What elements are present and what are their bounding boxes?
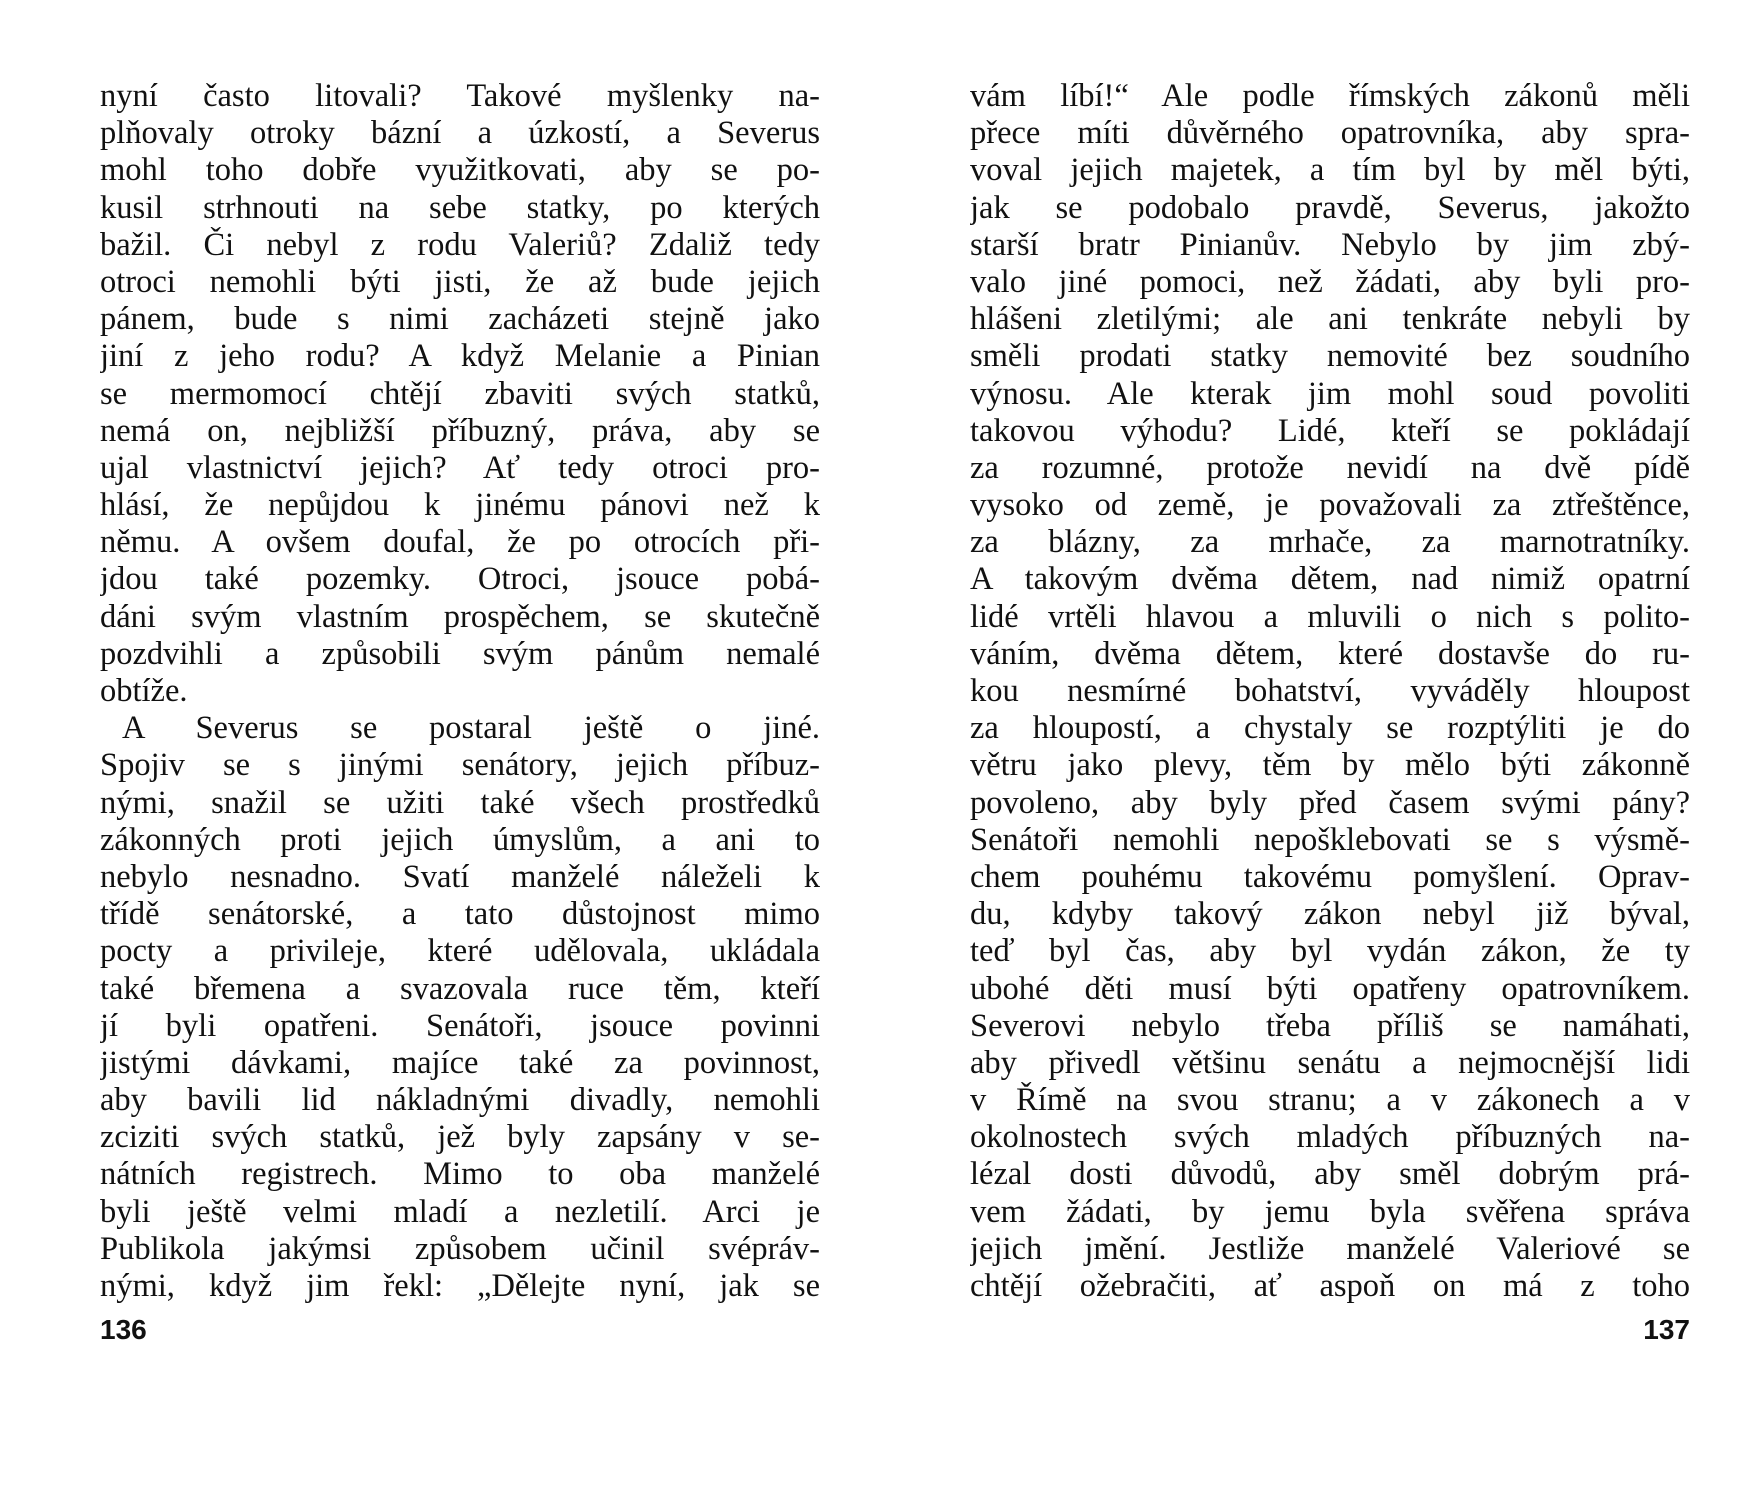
- text-line: obtíže.: [100, 673, 188, 709]
- text-line: za hloupostí, a chystaly se rozptýliti je do: [970, 710, 1690, 747]
- text-line: nemá on, nejbližší příbuzný, práva, aby se: [100, 412, 820, 449]
- text-line: kusil strhnouti na sebe statky, po kterých: [100, 189, 820, 226]
- text-line: jejich jmění. Jestliže manželé Valeriové se: [970, 1230, 1690, 1267]
- text-line: za rozumné, protože nevidí na dvě pídě: [970, 449, 1690, 486]
- text-line: ubohé děti musí býti opatřeny opatrovníkem.: [970, 970, 1690, 1007]
- right-page-text: [970, 78, 1690, 1305]
- text-line: du, kdyby takový zákon nebyl již býval,: [970, 896, 1690, 933]
- text-line: jiní z jeho rodu? A když Melanie a Pinian: [100, 338, 820, 375]
- text-line: Publikola jakýmsi způsobem učinil svépráv-: [100, 1230, 820, 1267]
- text-line: povoleno, aby byly před časem svými pány?: [970, 784, 1690, 821]
- text-line: A Severus se postaral ještě o jiné.: [122, 710, 820, 747]
- text-line: zciziti svých statků, jež byly zapsány v se-: [100, 1119, 820, 1156]
- text-line: výnosu. Ale kterak jim mohl soud povoliti: [970, 375, 1690, 412]
- text-line: směli prodati statky nemovité bez soudního: [970, 338, 1690, 375]
- text-line: otroci nemohli býti jisti, že až bude jejich: [100, 263, 820, 300]
- text-line: starší bratr Pinianův. Nebylo by jim zbý-: [970, 226, 1690, 263]
- text-line: byli ještě velmi mladí a nezletilí. Arci je: [100, 1193, 820, 1230]
- text-line: se mermomocí chtějí zbaviti svých statků,: [100, 375, 820, 412]
- text-line: vysoko od země, je považovali za ztřeštěnce,: [970, 487, 1690, 524]
- text-line: vám líbí!“ Ale podle římských zákonů měli: [970, 78, 1690, 114]
- text-line: Spojiv se s jinými senátory, jejich příbuz-: [100, 747, 820, 784]
- text-line: plňovaly otroky bázní a úzkostí, a Severus: [100, 115, 820, 152]
- text-line: pozdvihli a způsobili svým pánům nemalé: [100, 635, 820, 672]
- text-line: nebylo nesnadno. Svatí manželé náleželi k: [100, 858, 820, 895]
- text-line: aby přivedl většinu senátu a nejmocnější lidi: [970, 1044, 1690, 1081]
- text-line: voval jejich majetek, a tím byl by měl býti,: [970, 152, 1690, 189]
- text-line: chem pouhému takovému pomyšlení. Oprav-: [970, 858, 1690, 895]
- text-line: valo jiné pomoci, než žádati, aby byli pro-: [970, 263, 1690, 300]
- text-line: za blázny, za mrhače, za marnotratníky.: [970, 524, 1690, 561]
- text-line: němu. A ovšem doufal, že po otrocích při-: [100, 524, 820, 561]
- text-line: dáni svým vlastním prospěchem, se skutečně: [100, 598, 820, 635]
- text-line: přece míti důvěrného opatrovníka, aby spra-: [970, 115, 1690, 152]
- text-line: nátních registrech. Mimo to oba manželé: [100, 1156, 820, 1193]
- text-line: teď byl čas, aby byl vydán zákon, že ty: [970, 933, 1690, 970]
- left-page-text: [100, 78, 820, 1305]
- text-line: nyní často litovali? Takové myšlenky na-: [100, 78, 820, 114]
- text-line: ujal vlastnictví jejich? Ať tedy otroci pro-: [100, 449, 820, 486]
- text-line: okolnostech svých mladých příbuzných na-: [970, 1119, 1690, 1156]
- text-line: Severovi nebylo třeba příliš se namáhati,: [970, 1007, 1690, 1044]
- text-line: jak se podobalo pravdě, Severus, jakožto: [970, 189, 1690, 226]
- text-line: Senátoři nemohli nepošklebovati se s výsmě-: [970, 821, 1690, 858]
- text-line: hlášeni zletilými; ale ani tenkráte nebyli by: [970, 301, 1690, 338]
- text-line: vem žádati, by jemu byla svěřena správa: [970, 1193, 1690, 1230]
- text-line: nými, když jim řekl: „Dělejte nyní, jak se: [100, 1268, 820, 1304]
- text-line: pocty a privileje, které udělovala, ukládala: [100, 933, 820, 970]
- page-number: 137: [1643, 1314, 1690, 1346]
- text-line: aby bavili lid nákladnými divadly, nemohli: [100, 1082, 820, 1119]
- text-line: jistými dávkami, majíce také za povinnost,: [100, 1044, 820, 1081]
- text-line: zákonných proti jejich úmyslům, a ani to: [100, 821, 820, 858]
- text-line: lidé vrtěli hlavou a mluvili o nich s polito-: [970, 598, 1690, 635]
- text-line: také břemena a svazovala ruce těm, kteří: [100, 970, 820, 1007]
- text-line: nými, snažil se užiti také všech prostředků: [100, 784, 820, 821]
- text-line: A takovým dvěma dětem, nad nimiž opatrní: [970, 561, 1690, 598]
- text-line: jdou také pozemky. Otroci, jsouce pobá-: [100, 561, 820, 598]
- text-line: hlásí, že nepůjdou k jinému pánovi než k: [100, 487, 820, 524]
- text-line: chtějí ožebračiti, ať aspoň on má z toho: [970, 1268, 1690, 1304]
- text-line: větru jako plevy, těm by mělo býti zákonně: [970, 747, 1690, 784]
- page-number: 136: [100, 1314, 147, 1346]
- text-line: lézal dosti důvodů, aby směl dobrým prá-: [970, 1156, 1690, 1193]
- text-line: takovou výhodu? Lidé, kteří se pokládají: [970, 412, 1690, 449]
- text-line: kou nesmírné bohatství, vyváděly hloupost: [970, 673, 1690, 709]
- text-line: pánem, bude s nimi zacházeti stejně jako: [100, 301, 820, 338]
- text-line: v Římě na svou stranu; a v zákonech a v: [970, 1082, 1690, 1119]
- text-line: bažil. Či nebyl z rodu Valeriů? Zdaliž tedy: [100, 226, 820, 263]
- right-page: [970, 78, 1690, 1347]
- text-line: mohl toho dobře využitkovati, aby se po-: [100, 152, 820, 189]
- text-line: třídě senátorské, a tato důstojnost mimo: [100, 896, 820, 933]
- text-line: jí byli opatřeni. Senátoři, jsouce povinni: [100, 1007, 820, 1044]
- left-page: [100, 78, 820, 1347]
- text-line: váním, dvěma dětem, které dostavše do ru-: [970, 635, 1690, 672]
